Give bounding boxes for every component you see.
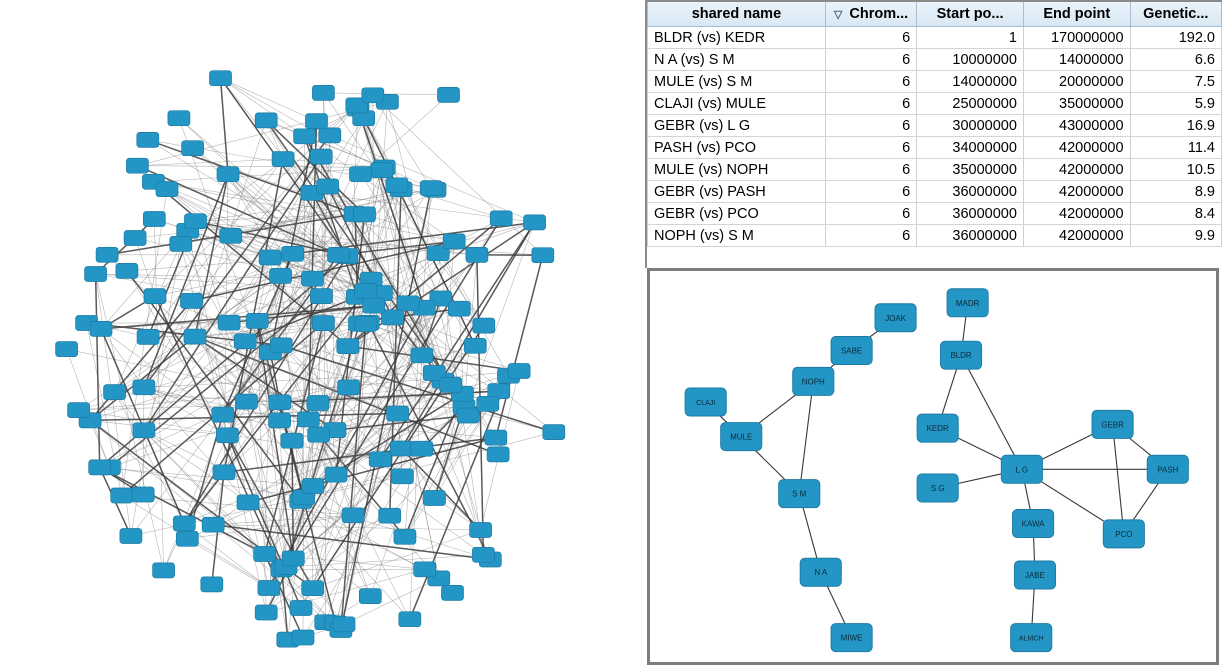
network-node[interactable] (397, 296, 419, 311)
network-node[interactable] (281, 433, 303, 448)
network-node[interactable] (472, 547, 494, 562)
table-row[interactable] (648, 181, 1222, 203)
table-cell[interactable]: 36000000 (917, 225, 1024, 247)
network-node[interactable] (126, 158, 148, 173)
node-shape[interactable] (917, 474, 958, 502)
network-node[interactable] (182, 141, 204, 156)
table-cell[interactable]: 6 (825, 181, 916, 203)
node-shape[interactable] (1092, 410, 1133, 438)
network-edge[interactable] (496, 255, 543, 437)
network-node[interactable] (156, 182, 178, 197)
table-header (648, 2, 1222, 27)
table-row[interactable] (648, 71, 1222, 93)
network-node[interactable] (258, 581, 280, 596)
network-node[interactable] (133, 380, 155, 395)
table-cell[interactable]: 42000000 (1023, 181, 1130, 203)
table-cell[interactable]: 42000000 (1023, 225, 1130, 247)
table-cell[interactable]: 6 (825, 159, 916, 181)
network-node[interactable] (399, 612, 421, 627)
node-label: N A (814, 568, 828, 578)
node-label: MADR (955, 298, 980, 308)
network-node[interactable] (282, 551, 304, 566)
table-row[interactable] (648, 93, 1222, 115)
column-header-startpo[interactable] (917, 2, 1024, 27)
network-node[interactable] (104, 385, 126, 400)
network-node[interactable] (470, 523, 492, 538)
network-node[interactable] (333, 617, 355, 632)
network-node[interactable] (1014, 561, 1055, 589)
network-node[interactable] (359, 589, 381, 604)
table-cell[interactable]: CLAJI (vs) MULE (648, 93, 826, 115)
network-node[interactable] (120, 529, 142, 544)
table-cell[interactable]: 6 (825, 225, 916, 247)
network-edge[interactable] (257, 321, 336, 623)
network-node[interactable] (473, 318, 495, 333)
network-edge[interactable] (344, 578, 439, 624)
table-cell[interactable]: 1 (917, 27, 1024, 49)
network-node[interactable] (297, 412, 319, 427)
network-node[interactable] (917, 474, 958, 502)
table-cell[interactable]: 35000000 (1023, 93, 1130, 115)
network-node[interactable] (144, 289, 166, 304)
node-label: MIWE (840, 633, 863, 643)
network-node[interactable] (387, 406, 409, 421)
node-shape[interactable] (1103, 520, 1144, 548)
network-node[interactable] (793, 367, 834, 395)
network-node[interactable] (220, 228, 242, 243)
network-node[interactable] (1103, 520, 1144, 548)
network-node[interactable] (363, 298, 385, 313)
node-shape[interactable] (947, 289, 988, 317)
network-node[interactable] (168, 111, 190, 126)
network-node[interactable] (234, 334, 256, 349)
table-cell[interactable]: 6 (825, 49, 916, 71)
node-shape[interactable] (1011, 624, 1052, 652)
network-node[interactable] (85, 267, 107, 282)
network-node[interactable] (302, 479, 324, 494)
network-node[interactable] (170, 236, 192, 251)
network-node[interactable] (217, 167, 239, 182)
node-label: NOPH (801, 377, 825, 387)
column-header-label: End point (1043, 6, 1111, 22)
network-node[interactable] (831, 336, 872, 364)
table-cell[interactable]: 34000000 (917, 137, 1024, 159)
network-node[interactable] (543, 425, 565, 440)
column-header-label: Start po... (936, 6, 1004, 22)
node-shape[interactable] (831, 336, 872, 364)
table-cell[interactable]: 10000000 (917, 49, 1024, 71)
table-row[interactable] (648, 115, 1222, 137)
network-node[interactable] (282, 246, 304, 261)
table-cell[interactable]: GEBR (vs) L G (648, 115, 826, 137)
node-label: PASH (1157, 465, 1179, 475)
network-edge[interactable] (405, 394, 463, 537)
node-shape[interactable] (875, 304, 916, 332)
network-node[interactable] (319, 128, 341, 143)
network-node[interactable] (411, 441, 433, 456)
network-node[interactable] (255, 113, 277, 128)
network-node[interactable] (1013, 510, 1054, 538)
node-shape[interactable] (800, 558, 841, 586)
network-node[interactable] (216, 428, 238, 443)
network-node[interactable] (290, 601, 312, 616)
network-node[interactable] (218, 315, 240, 330)
node-shape[interactable] (1001, 455, 1042, 483)
network-node[interactable] (137, 329, 159, 344)
network-node[interactable] (338, 380, 360, 395)
network-node[interactable] (917, 414, 958, 442)
network-node[interactable] (337, 339, 359, 354)
network-node[interactable] (355, 317, 377, 332)
network-node[interactable] (875, 304, 916, 332)
column-header-label: Chrom... (849, 6, 909, 22)
table-cell[interactable]: 6.6 (1130, 49, 1221, 71)
network-edge-table[interactable] (645, 0, 1222, 268)
network-node[interactable] (448, 301, 470, 316)
network-node[interactable] (270, 338, 292, 353)
node-label: L G (1015, 465, 1029, 475)
column-header-label: shared name (691, 6, 782, 22)
network-node[interactable] (442, 585, 464, 600)
node-label: S M (792, 489, 807, 499)
network-node[interactable] (438, 87, 460, 102)
network-node[interactable] (133, 423, 155, 438)
network-edge[interactable] (224, 438, 496, 473)
data-table[interactable] (647, 2, 1222, 247)
network-node[interactable] (68, 403, 90, 418)
network-node[interactable] (310, 289, 332, 304)
table-cell[interactable]: 14000000 (1023, 49, 1130, 71)
network-node[interactable] (411, 348, 433, 363)
node-shape[interactable] (721, 423, 762, 451)
table-cell[interactable]: 6 (825, 27, 916, 49)
network-node[interactable] (317, 179, 339, 194)
network-node[interactable] (90, 321, 112, 336)
network-edge[interactable] (1113, 424, 1124, 533)
network-node[interactable] (312, 316, 334, 331)
table-cell[interactable]: N A (vs) S M (648, 49, 826, 71)
subnetwork-canvas[interactable] (650, 271, 1216, 662)
network-node[interactable] (350, 167, 372, 182)
network-node[interactable] (259, 250, 281, 265)
node-label: CLAJI (696, 399, 716, 407)
network-node[interactable] (176, 531, 198, 546)
network-node[interactable] (354, 207, 376, 222)
network-node[interactable] (56, 342, 78, 357)
network-node[interactable] (294, 129, 316, 144)
network-edge[interactable] (143, 387, 144, 494)
network-node[interactable] (312, 85, 334, 100)
network-edge[interactable] (799, 381, 813, 493)
table-cell[interactable]: GEBR (vs) PCO (648, 203, 826, 225)
table-cell[interactable]: 170000000 (1023, 27, 1130, 49)
table-cell[interactable]: 6 (825, 115, 916, 137)
table-cell[interactable]: 9.9 (1130, 225, 1221, 247)
table-cell[interactable]: 7.5 (1130, 71, 1221, 93)
network-node[interactable] (89, 460, 111, 475)
table-cell[interactable]: 5.9 (1130, 93, 1221, 115)
network-node[interactable] (246, 313, 268, 328)
network-node[interactable] (532, 248, 554, 263)
network-node[interactable] (508, 364, 530, 379)
table-cell[interactable]: GEBR (vs) PASH (648, 181, 826, 203)
network-node[interactable] (328, 247, 350, 262)
node-shape[interactable] (793, 367, 834, 395)
network-node[interactable] (96, 247, 118, 262)
table-cell[interactable]: 192.0 (1130, 27, 1221, 49)
table-body[interactable] (648, 27, 1222, 247)
network-node[interactable] (457, 408, 479, 423)
network-node[interactable] (212, 407, 234, 422)
filter-icon[interactable]: ▽ (833, 8, 843, 21)
table-cell[interactable]: 14000000 (917, 71, 1024, 93)
table-cell[interactable]: 6 (825, 137, 916, 159)
network-node[interactable] (440, 377, 462, 392)
column-header-label: Genetic... (1143, 6, 1209, 22)
network-node[interactable] (477, 396, 499, 411)
table-row[interactable] (648, 159, 1222, 181)
network-node[interactable] (254, 547, 276, 562)
table-cell[interactable]: NOPH (vs) S M (648, 225, 826, 247)
network-node[interactable] (464, 338, 486, 353)
network-node[interactable] (831, 624, 872, 652)
column-header-endpoint[interactable] (1023, 2, 1130, 27)
network-edge[interactable] (286, 555, 483, 567)
network-node[interactable] (390, 441, 412, 456)
network-node[interactable] (143, 212, 165, 227)
network-node[interactable] (302, 271, 324, 286)
table-cell[interactable]: 16.9 (1130, 115, 1221, 137)
network-node[interactable] (173, 516, 195, 531)
network-node[interactable] (132, 487, 154, 502)
network-node[interactable] (443, 234, 465, 249)
network-node[interactable] (184, 329, 206, 344)
network-node[interactable] (202, 517, 224, 532)
network-node[interactable] (124, 231, 146, 246)
table-cell[interactable]: 42000000 (1023, 159, 1130, 181)
network-node[interactable] (325, 467, 347, 482)
network-node[interactable] (308, 427, 330, 442)
network-node[interactable] (485, 430, 507, 445)
node-label: S G (930, 484, 945, 494)
network-node[interactable] (1011, 624, 1052, 652)
table-cell[interactable]: 36000000 (917, 203, 1024, 225)
table-row[interactable] (648, 49, 1222, 71)
table-cell[interactable]: 25000000 (917, 93, 1024, 115)
table-cell[interactable]: 10.5 (1130, 159, 1221, 181)
network-node[interactable] (685, 388, 726, 416)
network-node[interactable] (800, 558, 841, 586)
network-node[interactable] (940, 341, 981, 369)
network-node[interactable] (235, 394, 257, 409)
network-node[interactable] (490, 211, 512, 226)
network-node[interactable] (1147, 455, 1188, 483)
network-node[interactable] (201, 577, 223, 592)
network-node[interactable] (210, 71, 232, 86)
table-cell[interactable]: MULE (vs) NOPH (648, 159, 826, 181)
network-edge[interactable] (365, 214, 455, 241)
node-shape[interactable] (779, 480, 820, 508)
node-shape[interactable] (831, 624, 872, 652)
network-node[interactable] (386, 178, 408, 193)
network-node[interactable] (302, 581, 324, 596)
table-row[interactable] (648, 137, 1222, 159)
network-node[interactable] (270, 268, 292, 283)
table-cell[interactable]: 36000000 (917, 181, 1024, 203)
table-row[interactable] (648, 203, 1222, 225)
table-cell[interactable]: 8.9 (1130, 181, 1221, 203)
network-node[interactable] (306, 114, 328, 129)
node-shape[interactable] (1147, 455, 1188, 483)
node-label: PCO (1115, 529, 1133, 539)
network-node[interactable] (1092, 410, 1133, 438)
node-shape[interactable] (940, 341, 981, 369)
network-node[interactable] (947, 289, 988, 317)
network-node[interactable] (153, 563, 175, 578)
network-node[interactable] (111, 488, 133, 503)
column-header-sharedname[interactable] (648, 2, 826, 27)
table-cell[interactable]: 6 (825, 71, 916, 93)
network-node[interactable] (487, 447, 509, 462)
node-shape[interactable] (685, 388, 726, 416)
node-label: KEDR (926, 424, 949, 434)
table-cell[interactable]: BLDR (vs) KEDR (648, 27, 826, 49)
node-label: SABE (841, 346, 863, 356)
network-node[interactable] (185, 214, 207, 229)
table-cell[interactable]: 8.4 (1130, 203, 1221, 225)
network-node[interactable] (420, 181, 442, 196)
node-label: BLDR (950, 351, 972, 361)
network-node[interactable] (255, 605, 277, 620)
network-node[interactable] (181, 293, 203, 308)
network-node[interactable] (371, 163, 393, 178)
table-cell[interactable]: 42000000 (1023, 137, 1130, 159)
node-shape[interactable] (1014, 561, 1055, 589)
network-edge[interactable] (380, 222, 534, 459)
network-node[interactable] (394, 529, 416, 544)
node-label: GEBR (1101, 420, 1124, 430)
network-node[interactable] (362, 88, 384, 103)
table-cell[interactable]: 30000000 (917, 115, 1024, 137)
network-node[interactable] (524, 215, 546, 230)
node-label: ALMCH (1018, 635, 1044, 643)
node-shape[interactable] (917, 414, 958, 442)
network-edge[interactable] (90, 414, 398, 421)
network-node[interactable] (237, 495, 259, 510)
network-node[interactable] (137, 132, 159, 147)
table-cell[interactable]: 11.4 (1130, 137, 1221, 159)
network-node[interactable] (369, 452, 391, 467)
node-label: MULE (730, 432, 753, 442)
network-node[interactable] (721, 423, 762, 451)
network-node[interactable] (355, 283, 377, 298)
network-node[interactable] (391, 469, 413, 484)
network-node[interactable] (269, 395, 291, 410)
network-edge[interactable] (115, 392, 185, 523)
network-node[interactable] (213, 465, 235, 480)
network-edge[interactable] (961, 355, 1022, 469)
network-node[interactable] (379, 508, 401, 523)
subnetwork-view[interactable] (647, 268, 1219, 665)
network-node[interactable] (779, 480, 820, 508)
network-node[interactable] (116, 263, 138, 278)
table-row[interactable] (648, 27, 1222, 49)
column-header-chrom[interactable] (825, 2, 916, 27)
node-label: JOAK (885, 313, 906, 323)
table-cell[interactable]: MULE (vs) S M (648, 71, 826, 93)
network-node[interactable] (424, 491, 446, 506)
network-node[interactable] (1001, 455, 1042, 483)
table-header-row (648, 2, 1222, 27)
table-cell[interactable]: 6 (825, 93, 916, 115)
network-node[interactable] (307, 396, 329, 411)
table-cell[interactable]: 43000000 (1023, 115, 1130, 137)
table-cell[interactable]: 35000000 (917, 159, 1024, 181)
table-cell[interactable]: 20000000 (1023, 71, 1130, 93)
table-row[interactable] (648, 225, 1222, 247)
network-node[interactable] (382, 310, 404, 325)
table-cell[interactable]: 6 (825, 203, 916, 225)
node-shape[interactable] (1013, 510, 1054, 538)
column-header-genetic[interactable] (1130, 2, 1221, 27)
node-label: JABE (1025, 571, 1045, 581)
network-node[interactable] (272, 152, 294, 167)
right-column (645, 0, 1222, 669)
table-cell[interactable]: 42000000 (1023, 203, 1130, 225)
node-label: KAWA (1021, 519, 1045, 529)
network-node[interactable] (310, 149, 332, 164)
network-node[interactable] (292, 630, 314, 645)
network-node[interactable] (269, 413, 291, 428)
table-cell[interactable]: PASH (vs) PCO (648, 137, 826, 159)
network-node[interactable] (466, 247, 488, 262)
network-node[interactable] (342, 508, 364, 523)
network-node[interactable] (414, 562, 436, 577)
